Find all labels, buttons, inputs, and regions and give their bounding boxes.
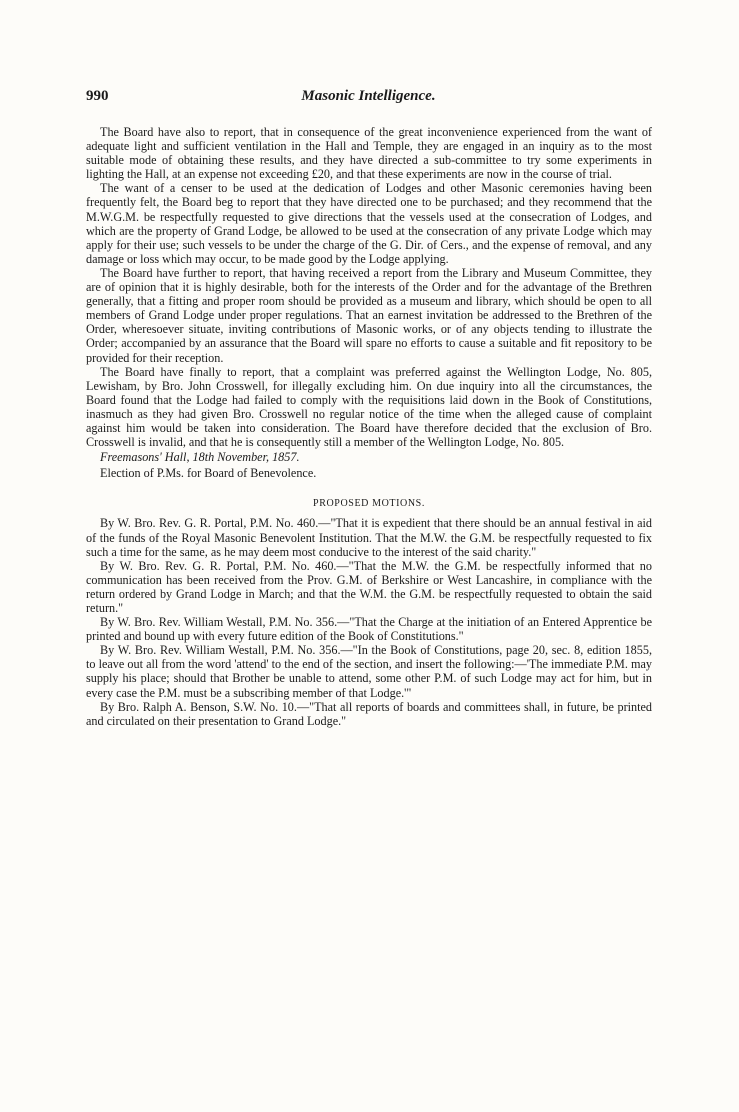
page-number: 990	[86, 88, 109, 104]
page-body	[86, 125, 652, 728]
board-report-paragraph: The Board have also to report, that in consequence of the great inconvenience experienced from the want of adequate light and sufficient ventilation in the Hall and Temple, they are engaged in an inquiry as to the most suitable mode of obtaining these results, and they have directed a sub-committee to try some experiments in lighting the Hall, at an expense not exceeding £20, and that these experiments are now in the course of trial.	[86, 125, 652, 182]
motion-paragraph: By Bro. Ralph A. Benson, S.W. No. 10.—"That all reports of boards and committees shall, in future, be printed and circulated on their presentation to Grand Lodge."	[86, 699, 652, 728]
page-header	[86, 88, 651, 112]
motion-paragraph: By W. Bro. Rev. William Westall, P.M. No. 356.—"That the Charge at the initiation of an Entered Apprentice be printed and bound up with every future edition of the Book of Constitutions."	[86, 615, 652, 644]
motion-paragraph: By W. Bro. Rev. William Westall, P.M. No. 356.—"In the Book of Constitutions, page 20, sec. 8, edition 1855, to leave out all from the word 'attend' to the end of the section, and insert the following:—'The immediate P.M. may supply his place; should that Brother be unable to attend, some other P.M. of such Lodge may act for him, but in every case the P.M. must be a subscribing member of that Lodge.'"	[86, 643, 652, 700]
board-report-paragraph: The Board have finally to report, that a complaint was preferred against the Wellington Lodge, No. 805, Lewisham, by Bro. John Crosswell, for illegally excluding him. On due inquiry into all the circumstances, the Board found that the Lodge had failed to comply with the requisitions laid down in the Book of Constitutions, inasmuch as they had given Bro. Crosswell no regular notice of the time when the alleged cause of complaint against him would be taken into consideration. The Board have therefore decided that the exclusion of Bro. Crosswell is invalid, and that he is consequently still a member of the Wellington Lodge, No. 805.	[86, 364, 652, 450]
motion-paragraph: By W. Bro. Rev. G. R. Portal, P.M. No. 460.—"That the M.W. the G.M. be respectfully informed that no communication has been received from the Prov. G.M. of Berkshire or West Lancashire, in compliance with the return ordered by Grand Lodge in March; and that the W.M. the G.M. be respectfully requested to obtain the said return."	[86, 558, 652, 615]
election-notice: Election of P.Ms. for Board of Benevolence.	[100, 466, 317, 481]
running-title: Masonic Intelligence.	[301, 88, 436, 104]
proposed-motions-heading: PROPOSED MOTIONS.	[313, 498, 425, 510]
board-report-paragraph: The Board have further to report, that having received a report from the Library and Museum Committee, they are of opinion that it is highly desirable, both for the interests of the Order and for the advantage of the Brethren generally, that a fitting and proper room should be provided as a museum and library, which should be open to all members of Grand Lodge under proper regulations. That an earnest invitation be addressed to the Brethren of the Order, wheresoever situate, inviting contributions of Masonic works, or of any objects tending to illustrate the Order; accompanied by an assurance that the Board will spare no efforts to cause a suitable and fit repository to be provided for their reception.	[86, 265, 652, 365]
board-report-paragraph: The want of a censer to be used at the dedication of Lodges and other Masonic ceremonies having been frequently felt, the Board beg to report that they have directed one to be purchased; and they recommend that the M.W.G.M. be respectfully requested to give directions that the vessels used at the consecration of Lodges, and which are the property of Grand Lodge, be allowed to be used at the consecration of any private Lodge which may apply for their use; such vessels to be under the charge of the G. Dir. of Cers., and the expense of removal, and any damage or loss which may occur, to be made good by the Lodge applying.	[86, 181, 652, 266]
motion-paragraph: By W. Bro. Rev. G. R. Portal, P.M. No. 460.—"That it is expedient that there should be an annual festival in aid of the funds of the Royal Masonic Benevolent Institution. That the M.W. the G.M. be respectfully requested to fix such a time for the same, as he may deem most conducive to the interest of the said charity."	[86, 516, 652, 559]
report-signoff: Freemasons' Hall, 18th November, 1857.	[100, 450, 300, 465]
